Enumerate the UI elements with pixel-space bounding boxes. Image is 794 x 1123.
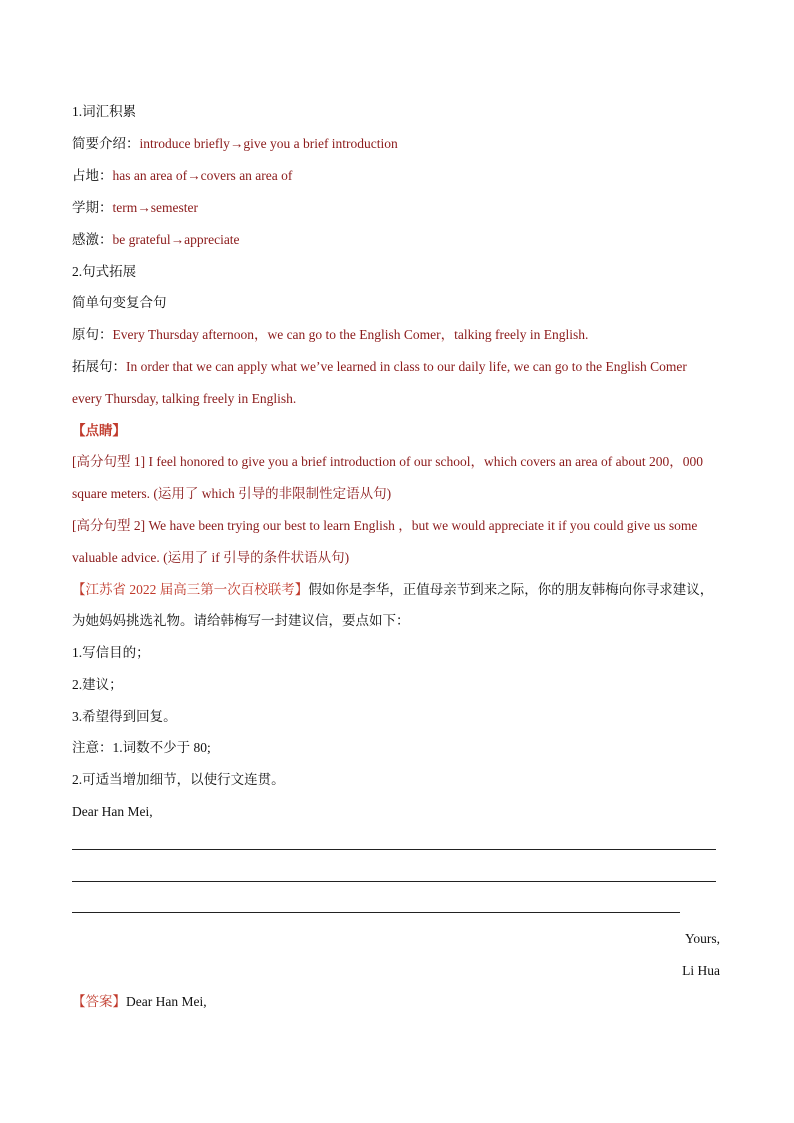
vocab-definition: term→semester xyxy=(112,200,198,215)
key-sentence: [高分句型 1] I feel honored to give you a brief introduction of our school，which covers an area of about 200，000 xyxy=(72,454,703,469)
sentence-text: Every Thursday afternoon，we can go to the English Comer，talking freely in English. xyxy=(112,327,589,342)
sentence-continuation: every Thursday, talking freely in English. xyxy=(72,391,297,406)
subheading: 简单句变复合句 xyxy=(72,295,167,310)
answer-tag: 【答案】 xyxy=(72,994,126,1009)
vocab-term: 占地： xyxy=(72,168,113,183)
letter-closing: Yours, xyxy=(684,931,720,946)
prompt-continuation: 为她妈妈挑选礼物。请给韩梅写一封建议信，要点如下： xyxy=(72,613,410,628)
point-item: 2.建议； xyxy=(72,677,123,692)
vocab-term: 简要介绍： xyxy=(72,136,140,151)
answer-line xyxy=(72,993,207,1011)
writing-line xyxy=(72,912,680,913)
letter-signature: Li Hua xyxy=(682,963,720,978)
point-item: 1.写信目的； xyxy=(72,645,150,660)
expanded-sentence xyxy=(72,358,687,376)
vocab-item xyxy=(72,167,292,185)
vocab-item xyxy=(72,231,240,249)
letter-salutation: Dear Han Mei, xyxy=(72,804,153,819)
vocab-definition: introduce briefly→give you a brief introduction xyxy=(139,136,398,151)
section-heading-vocabulary: 1.词汇积累 xyxy=(72,104,137,119)
label: 原句： xyxy=(72,327,113,342)
task-prompt xyxy=(72,581,713,599)
writing-line xyxy=(72,849,716,850)
highlight-heading: 【点睛】 xyxy=(72,423,126,438)
vocab-term: 学期： xyxy=(72,200,113,215)
key-sentence-continuation: square meters. (运用了 which 引导的非限制性定语从句) xyxy=(72,486,392,501)
prompt-text: 假如你是李华，正值母亲节到来之际，你的朋友韩梅向你寻求建议， xyxy=(308,582,714,597)
point-item: 3.希望得到回复。 xyxy=(72,709,177,724)
source-tag: 【江苏省 2022 届高三第一次百校联考】 xyxy=(72,582,309,597)
vocab-definition: has an area of→covers an area of xyxy=(112,168,293,183)
writing-line xyxy=(72,881,716,882)
key-sentence-continuation: valuable advice. (运用了 if 引导的条件状语从句) xyxy=(72,550,350,565)
vocab-item xyxy=(72,135,398,153)
original-sentence xyxy=(72,326,588,344)
vocab-item xyxy=(72,199,198,217)
note-item: 2.可适当增加细节，以使行文连贯。 xyxy=(72,772,285,787)
key-sentence: [高分句型 2] We have been trying our best to learn English ，but we would appreciate it if you could give us some xyxy=(72,518,698,533)
answer-salutation: Dear Han Mei, xyxy=(126,994,207,1009)
sentence-text: In order that we can apply what we’ve learned in class to our daily life, we can go to the English Comer xyxy=(126,359,687,374)
section-heading-sentence: 2.句式拓展 xyxy=(72,264,137,279)
label: 拓展句： xyxy=(72,359,126,374)
vocab-definition: be grateful→appreciate xyxy=(112,232,240,247)
vocab-term: 感激： xyxy=(72,232,113,247)
note-item: 注意：1.词数不少于 80; xyxy=(72,740,211,755)
